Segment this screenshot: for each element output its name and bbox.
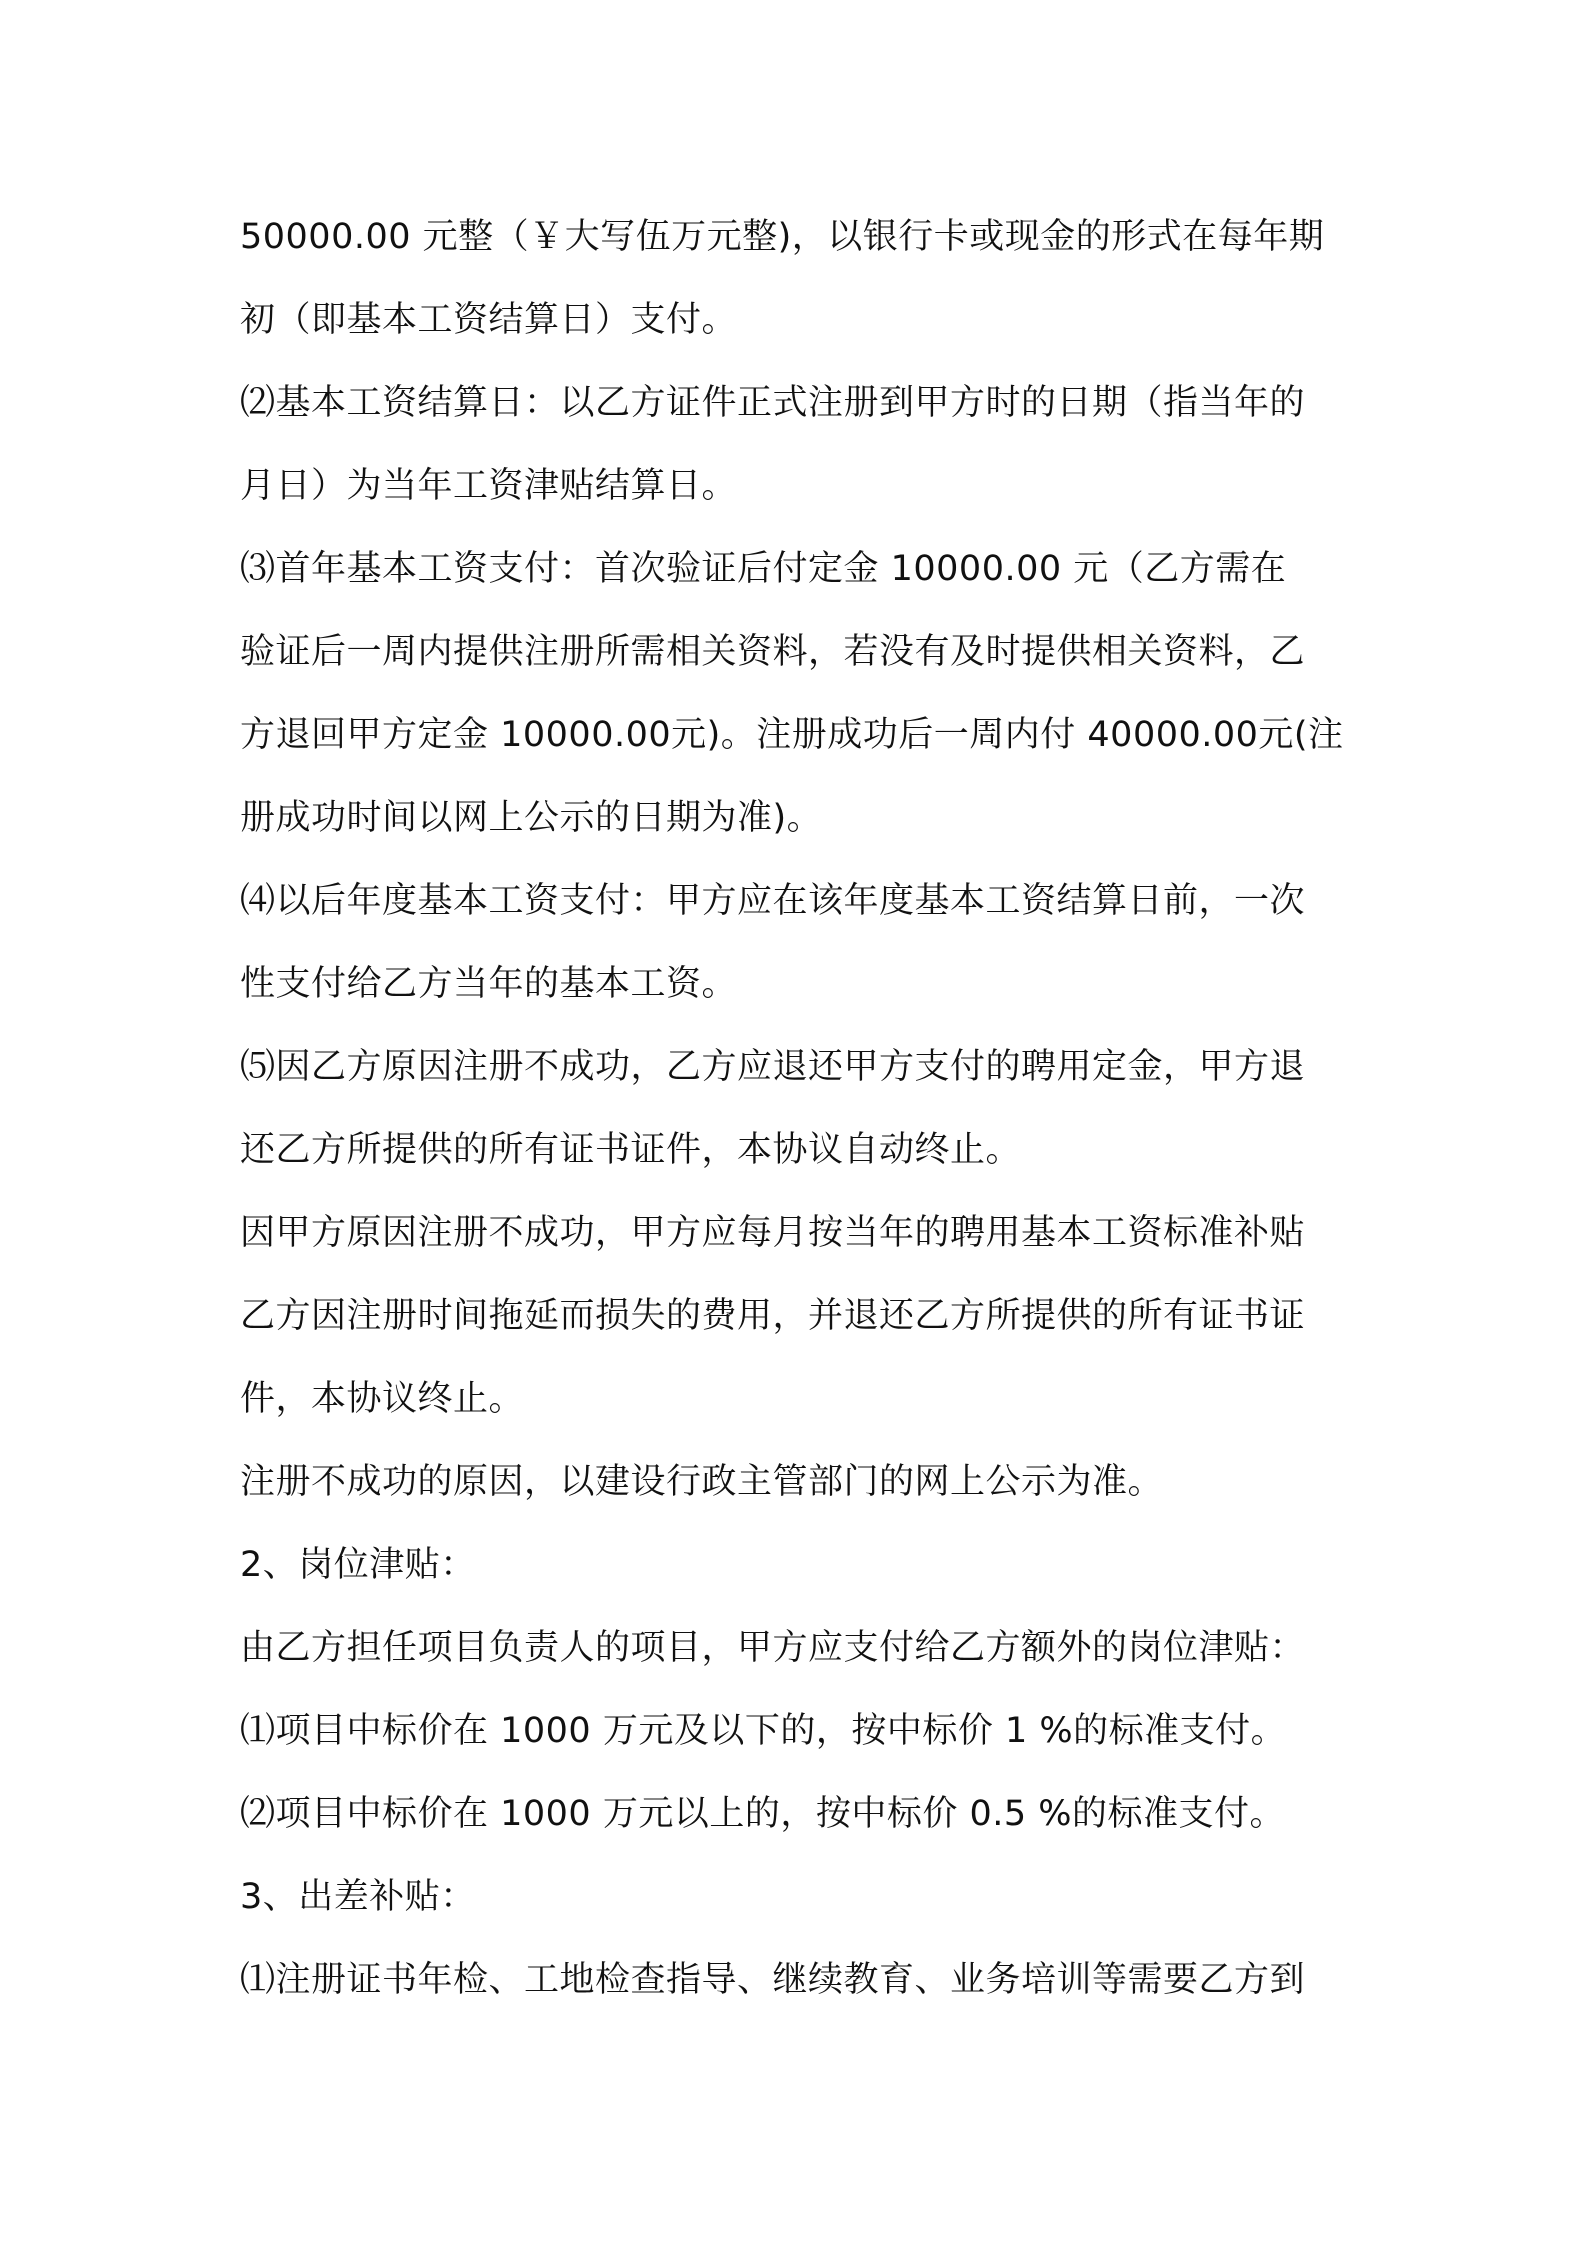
section-heading: 3、出差补贴： (240, 1877, 476, 1917)
text-line: 性支付给乙方当年的基本工资。 (240, 964, 738, 1004)
text-line: 册成功时间以网上公示的日期为准)。 (240, 798, 823, 838)
text-line: ⑵基本工资结算日：以乙方证件正式注册到甲方时的日期（指当年的 (240, 383, 1306, 423)
document-body (240, 196, 1355, 2022)
text-line: ⑴项目中标价在 1000 万元及以下的，按中标价 1 %的标准支付。 (240, 1711, 1287, 1751)
text-line: 因甲方原因注册不成功，甲方应每月按当年的聘用基本工资标准补贴 (240, 1213, 1306, 1253)
text-line: 件，本协议终止。 (240, 1379, 525, 1419)
text-line: 方退回甲方定金 10000.00元)。注册成功后一周内付 40000.00元(注 (240, 715, 1344, 755)
text-line: ⑴注册证书年检、工地检查指导、继续教育、业务培训等需要乙方到 (240, 1960, 1306, 2000)
text-line: 还乙方所提供的所有证书证件，本协议自动终止。 (240, 1130, 1022, 1170)
section-heading: 2、岗位津贴： (240, 1545, 476, 1585)
text-line: 月日）为当年工资津贴结算日。 (240, 466, 738, 506)
text-line: ⑵项目中标价在 1000 万元以上的，按中标价 0.5 %的标准支付。 (240, 1794, 1285, 1834)
text-line: 乙方因注册时间拖延而损失的费用，并退还乙方所提供的所有证书证 (240, 1296, 1306, 1336)
text-line: 50000.00 元整（￥大写伍万元整)，以银行卡或现金的形式在每年期 (240, 217, 1325, 257)
text-line: ⑸因乙方原因注册不成功，乙方应退还甲方支付的聘用定金，甲方退 (240, 1047, 1306, 1087)
text-line: 注册不成功的原因，以建设行政主管部门的网上公示为准。 (240, 1462, 1164, 1502)
text-line: 由乙方担任项目负责人的项目，甲方应支付给乙方额外的岗位津贴： (240, 1628, 1306, 1668)
text-line: ⑶首年基本工资支付：首次验证后付定金 10000.00 元（乙方需在 (240, 549, 1287, 589)
text-line: 验证后一周内提供注册所需相关资料，若没有及时提供相关资料，乙 (240, 632, 1306, 672)
text-line: 初（即基本工资结算日）支付。 (240, 300, 738, 340)
text-line: ⑷以后年度基本工资支付：甲方应在该年度基本工资结算日前，一次 (240, 881, 1306, 921)
